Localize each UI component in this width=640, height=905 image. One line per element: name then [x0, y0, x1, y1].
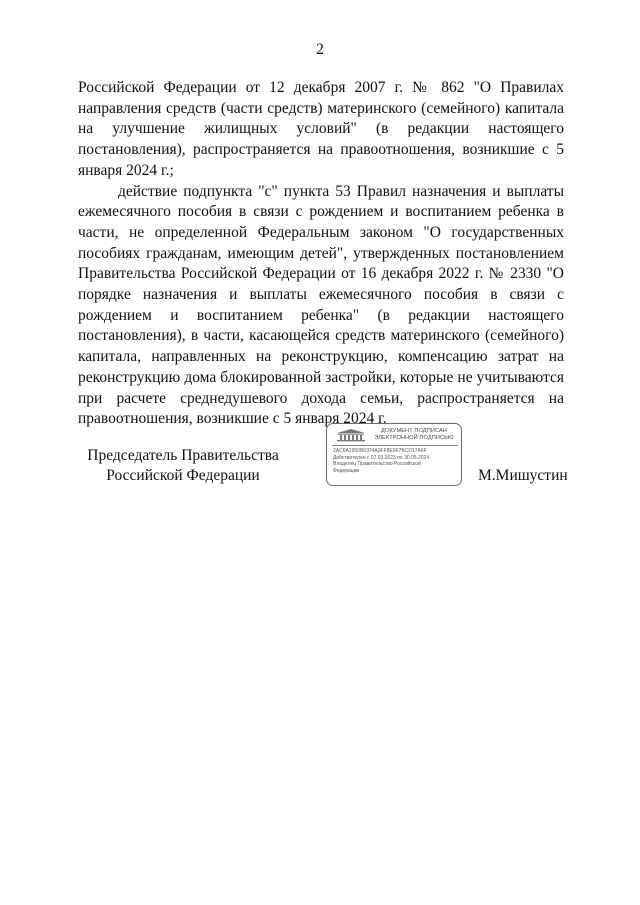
signer-position-line-1: Председатель Правительства [87, 447, 279, 464]
stamp-details [333, 448, 459, 474]
stamp-heading [369, 428, 459, 442]
electronic-signature-stamp [326, 423, 462, 486]
signer-position [78, 446, 288, 486]
stamp-heading-line-2: ЭЛЕКТРОННОЙ ПОДПИСЬЮ [374, 435, 454, 441]
body-paragraph-2: действие подпункта "с" пункта 53 Правил назначения и выплаты ежемесячного пособия в связи с рождением и воспитанием ребенка в части, не определенной Федеральным законом "О государственных пособиях гражданам, имеющим детей", утвержденных постановлением Правительства Российской Федерации от 16 декабря 2022 г. № 2330 "О порядке назначения и выплаты ежемесячного пособия в связи с рождением и воспитанием ребенка" (в редакции настоящего постановления), в части, касающейся средств материнского (семейного) капитала, направленных на реконструкцию, компенсацию затрат на реконструкцию дома блокированной застройки, которые не учитываются при расчете среднедушевого дохода семьи, распространяется на правоотношения, возникшие с 5 января 2024 г. [78, 182, 564, 428]
stamp-owner-line-1: Владелец Правительство Российской [333, 461, 421, 467]
stamp-heading-line-1: ДОКУМЕНТ ПОДПИСАН [381, 428, 447, 434]
stamp-divider [332, 445, 458, 446]
signer-name: М.Мишустин [478, 467, 568, 484]
signer-position-line-2: Российской Федерации [106, 467, 260, 484]
body-paragraph-1: Российской Федерации от 12 декабря 2007 г. № 862 "О Правилах направления средств (части средств) материнского (семейного) капитала на улучшение жилищных условий" (в редакции настоящего постановления), распространяется на правоотношения, возникшие с 5 января 2024 г.; [78, 79, 564, 179]
document-body [78, 78, 564, 430]
page-number: 2 [316, 41, 324, 58]
stamp-owner-line-2: Федерации [333, 467, 360, 474]
stamp-validity: Действителен с 07.03.2023 по 30.05.2024 [333, 454, 430, 461]
government-building-icon [334, 428, 368, 442]
stamp-certificate: 2AC6A1950B6374A3FF8E6F7BCD17A6F [333, 448, 427, 454]
